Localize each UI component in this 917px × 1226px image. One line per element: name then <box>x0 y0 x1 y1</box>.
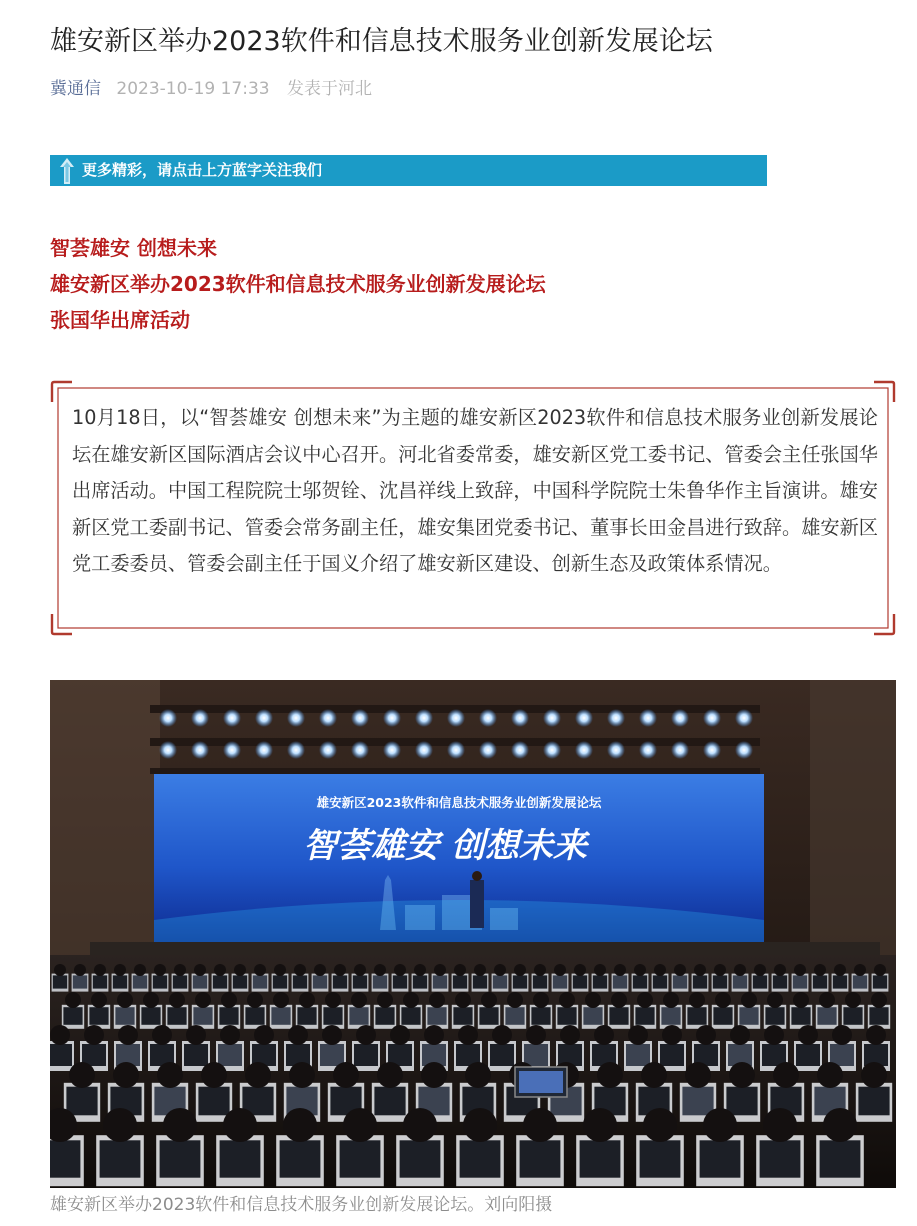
headline-attendance: 张国华出席活动 <box>50 308 190 332</box>
follow-banner-text: 更多精彩，请点击上方蓝字关注我们 <box>82 161 323 179</box>
headline-forum: 雄安新区举办2023软件和信息技术服务业创新发展论坛 <box>50 272 546 296</box>
author-link[interactable]: 冀通信 <box>50 79 101 99</box>
up-arrow-icon <box>56 156 78 186</box>
follow-banner <box>50 155 767 186</box>
screen-subtitle: 雄安新区2023软件和信息技术服务业创新发展论坛 <box>316 795 602 810</box>
photo-caption: 雄安新区举办2023软件和信息技术服务业创新发展论坛。刘向阳摄 <box>50 1195 553 1215</box>
event-photo <box>50 680 896 1188</box>
publish-location: 发表于河北 <box>287 79 373 99</box>
article-meta <box>50 76 372 102</box>
screen-slogan: 智荟雄安 创想未来 <box>303 826 587 866</box>
lead-paragraph: 10月18日，以“智荟雄安 创想未来”为主题的雄安新区2023软件和信息技术服务业创新发展论坛在雄安新区国际酒店会议中心召开。河北省委常委，雄安新区党工委书记、管委会主任张国华出席活动。中国工程院院士邬贺铨、沈昌祥线上致辞，中国科学院院士朱鲁华作主旨演讲。雄安新区党工委副书记、管委会常务副主任，雄安集团党委书记、董事长田金昌进行致辞。雄安新区党工委委员、管委会副主任于国义介绍了雄安新区建设、创新生态及政策体系情况。 <box>72 406 878 575</box>
publish-date: 2023-10-19 17:33 <box>116 79 270 99</box>
speaker <box>470 880 484 928</box>
headline-slogan: 智荟雄安 创想未来 <box>50 236 217 260</box>
article-title: 雄安新区举办2023软件和信息技术服务业创新发展论坛 <box>50 26 713 57</box>
